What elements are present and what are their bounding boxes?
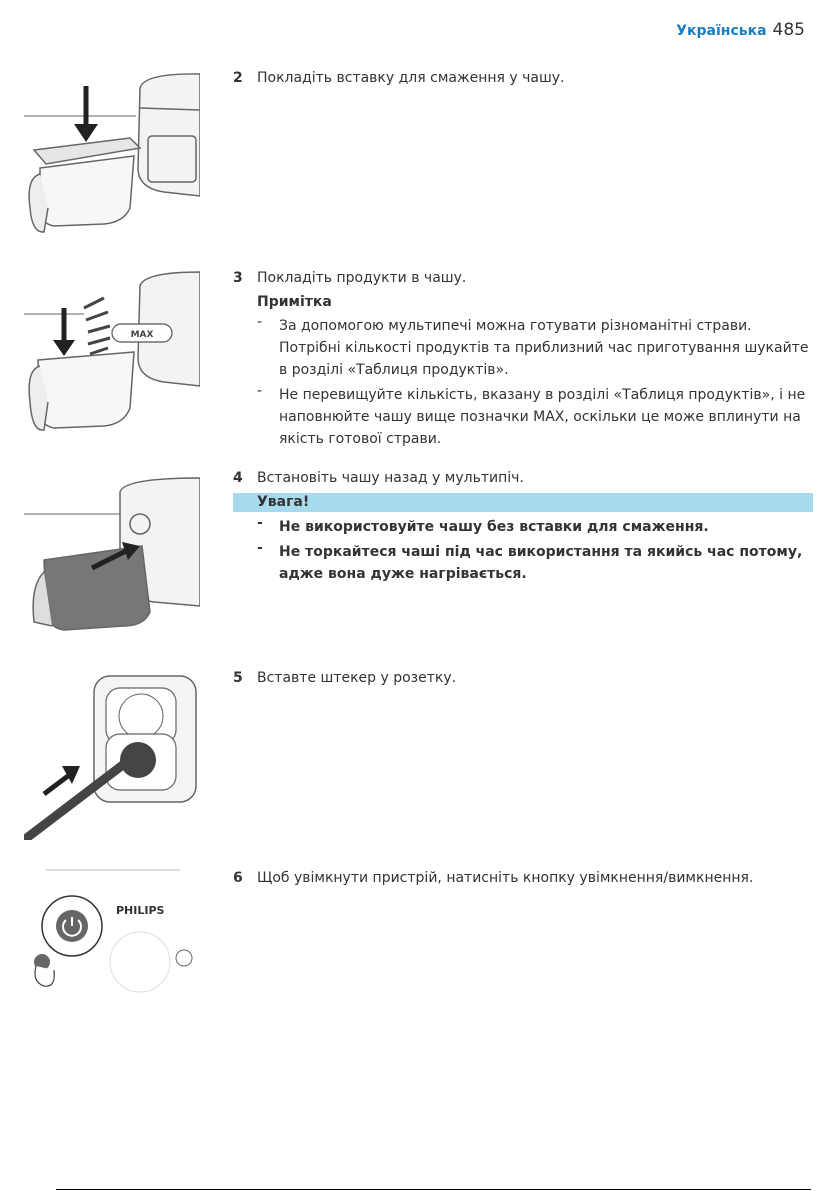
warning-item: - Не торкайтеся чаші під час використання та якийсь час потому, адже вона дуже нагрівається.: [257, 541, 813, 585]
step-number: 4: [233, 470, 243, 486]
note-item: - Не перевищуйте кількість, вказану в розділі «Таблиця продуктів», і не наповнюйте чашу вище позначки MAX, оскільки це може вплинути на якість готової страви.: [257, 384, 813, 450]
step-text: Вставте штекер у розетку.: [257, 670, 457, 686]
step-4: [233, 467, 813, 588]
illustration-control-panel: [24, 866, 200, 1002]
illustration-insert-mesh: [24, 68, 200, 238]
step-text: Покладіть продукти в чашу.: [257, 270, 467, 286]
step-2: [233, 67, 813, 89]
step-number: 5: [233, 670, 243, 686]
step-5: [233, 667, 813, 689]
warning-title: Увага!: [233, 493, 813, 512]
step-3: [233, 267, 813, 453]
illustration-insert-basket: [24, 476, 200, 632]
note-list: [233, 315, 813, 450]
step-number: 6: [233, 870, 243, 886]
brand-label: PHILIPS: [116, 904, 165, 917]
step-6: [233, 867, 813, 889]
step-text: Покладіть вставку для смаження у чашу.: [257, 70, 565, 86]
step-text: Встановіть чашу назад у мультипіч.: [257, 470, 524, 486]
page-header: [676, 20, 805, 40]
page-number: 485: [772, 20, 805, 40]
note-item: - За допомогою мультипечі можна готувати різноманітні страви. Потрібні кількості продуктів та приблизний час приготування шукайте в розділі «Таблиця продуктів».: [257, 315, 813, 381]
illustration-add-food: [24, 268, 200, 436]
max-label: MAX: [130, 330, 154, 340]
step-number: 3: [233, 270, 243, 286]
language-label: Українська: [676, 23, 767, 39]
step-number: 2: [233, 70, 243, 86]
warning-item: - Не використовуйте чашу без вставки для смаження.: [257, 516, 813, 538]
step-text: Щоб увімкнути пристрій, натисніть кнопку увімкнення/вимкнення.: [257, 870, 754, 886]
illustration-plug: [24, 668, 200, 840]
footer-rule: [56, 1189, 811, 1190]
note-title: Примітка: [257, 294, 332, 310]
warning-list: [233, 516, 813, 585]
